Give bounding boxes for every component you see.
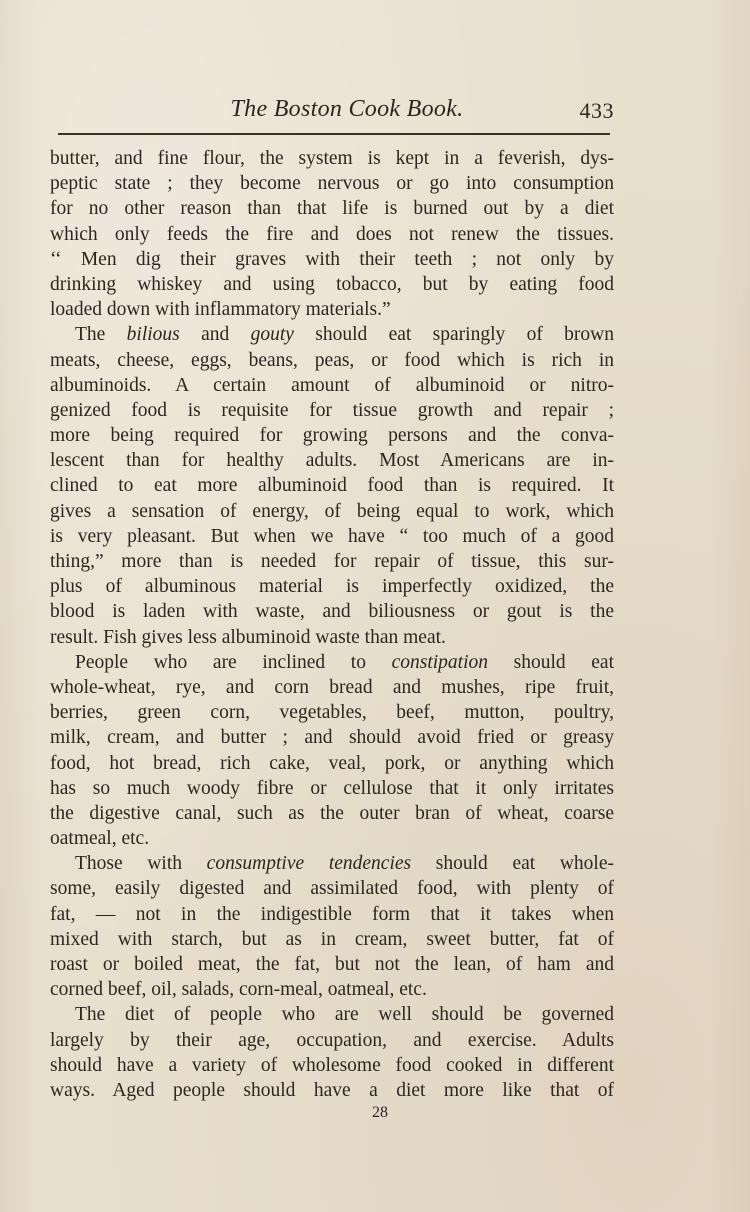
- text-line: [50, 348, 614, 373]
- text-line: [50, 146, 614, 171]
- text-line-content: mixed with starch, but as in cream, sweet butter, fat of: [50, 928, 614, 950]
- text-line-content: plus of albuminous material is imperfectly oxidized, the: [50, 576, 614, 598]
- text-line-content: meats, cheese, eggs, beans, peas, or food which is rich in: [50, 349, 614, 371]
- text-line-content: blood is laden with waste, and biliousness or gout is the: [50, 601, 614, 623]
- text-line: [50, 322, 614, 347]
- text-line: [50, 574, 614, 599]
- text-line: [50, 700, 614, 725]
- text-line-content: berries, green corn, vegetables, beef, mutton, poultry,: [50, 702, 614, 724]
- text-line: [50, 524, 614, 549]
- signature-mark: 28: [372, 1104, 388, 1121]
- text-line-content: gives a sensation of energy, of being equal to work, which: [50, 500, 614, 522]
- text-line: [50, 1002, 614, 1027]
- text-line: [50, 625, 614, 650]
- text-line: [50, 902, 614, 927]
- text-segment: should eat whole-: [411, 853, 615, 875]
- text-line-content: largely by their age, occupation, and exercise. Adults: [50, 1029, 614, 1051]
- text-line: [50, 473, 614, 498]
- text-line: [50, 171, 614, 196]
- text-line: [50, 927, 614, 952]
- text-line-content: some, easily digested and assimilated food, with plenty of: [50, 878, 614, 900]
- text-line-content: ways. Aged people should have a diet more like that of: [50, 1079, 614, 1101]
- emphasized-term: bilious: [126, 324, 180, 346]
- text-line-content: which only feeds the fire and does not renew the tissues.: [50, 223, 614, 245]
- text-line-content: lescent than for healthy adults. Most Americans are in-: [50, 450, 614, 472]
- text-line: [50, 448, 614, 473]
- emphasized-term: gouty: [250, 324, 294, 346]
- text-segment: Those with: [75, 853, 207, 875]
- text-line-content: genized food is requisite for tissue growth and repair ;: [50, 399, 614, 421]
- text-line: [50, 675, 614, 700]
- text-line-content: peptic state ; they become nervous or go into consumption: [50, 173, 614, 195]
- text-line: [50, 801, 614, 826]
- text-line: [50, 549, 614, 574]
- text-line-content: has so much woody fibre or cellulose that it only irritates: [50, 777, 614, 799]
- text-line-content: whole-wheat, rye, and corn bread and mushes, ripe fruit,: [50, 676, 614, 698]
- header-rule: [58, 133, 610, 135]
- body-text: [50, 146, 614, 1103]
- text-line-content: corned beef, oil, salads, corn-meal, oatmeal, etc.: [50, 979, 427, 1001]
- text-line-content: food, hot bread, rich cake, veal, pork, or anything which: [50, 752, 614, 774]
- running-title: The Boston Cook Book.: [230, 96, 464, 122]
- text-line-content: albuminoids. A certain amount of albuminoid or nitro-: [50, 374, 614, 396]
- text-line: [50, 725, 614, 750]
- text-line: [50, 1078, 614, 1103]
- text-line-content: oatmeal, etc.: [50, 828, 150, 850]
- text-line: [50, 876, 614, 901]
- text-line: [50, 247, 614, 272]
- text-line-content: result. Fish gives less albuminoid waste than meat.: [50, 626, 446, 648]
- text-line-content: roast or boiled meat, the fat, but not the lean, of ham and: [50, 954, 614, 975]
- text-segment: and: [179, 324, 251, 346]
- text-segment: should eat sparingly of brown: [293, 324, 614, 346]
- text-line-content: the digestive canal, such as the outer bran of wheat, coarse: [50, 802, 614, 824]
- text-line-content: more being required for growing persons and the conva-: [50, 425, 614, 447]
- text-line: [50, 851, 614, 876]
- text-line: [50, 499, 614, 524]
- text-line-content: for no other reason than that life is burned out by a diet: [50, 198, 614, 220]
- text-line: [50, 222, 614, 247]
- text-line-content: thing,” more than is needed for repair of tissue, this sur-: [50, 551, 614, 572]
- text-line: [50, 423, 614, 448]
- text-line: [50, 297, 614, 322]
- text-line: [50, 977, 614, 1002]
- text-line: [50, 1053, 614, 1078]
- text-line: [50, 272, 614, 297]
- text-segment: should eat: [488, 651, 614, 673]
- emphasized-term: consumptive tendencies: [206, 853, 412, 875]
- text-line-content: milk, cream, and butter ; and should avoid fried or greasy: [50, 727, 614, 749]
- text-line-content: fat, — not in the indigestible form that it takes when: [50, 903, 614, 925]
- text-line: [50, 196, 614, 221]
- text-line-content: is very pleasant. But when we have “ too much of a good: [50, 525, 614, 547]
- text-line: [50, 776, 614, 801]
- text-line: [50, 1028, 614, 1053]
- text-segment: People who are inclined to: [75, 651, 392, 673]
- running-header: [50, 96, 614, 130]
- text-line: [50, 373, 614, 398]
- text-line: [50, 751, 614, 776]
- emphasized-term: constipation: [391, 651, 488, 673]
- text-line-content: should have a variety of wholesome food cooked in different: [50, 1054, 614, 1076]
- text-line-content: loaded down with inflammatory materials.”: [50, 299, 391, 321]
- text-line: [50, 952, 614, 977]
- text-line-content: The diet of people who are well should be governed: [75, 1004, 614, 1026]
- text-line: [50, 599, 614, 624]
- text-line-content: drinking whiskey and using tobacco, but by eating food: [50, 273, 614, 295]
- text-line-content: clined to eat more albuminoid food than is required. It: [50, 475, 614, 497]
- text-line-content: butter, and fine flour, the system is kept in a feverish, dys-: [50, 148, 614, 169]
- text-line-content: ‘‘ Men dig their graves with their teeth ; not only by: [50, 248, 614, 270]
- page-number: 433: [579, 98, 614, 123]
- text-line: [50, 650, 614, 675]
- text-line: [50, 826, 614, 851]
- text-line: [50, 398, 614, 423]
- text-segment: The: [75, 324, 127, 346]
